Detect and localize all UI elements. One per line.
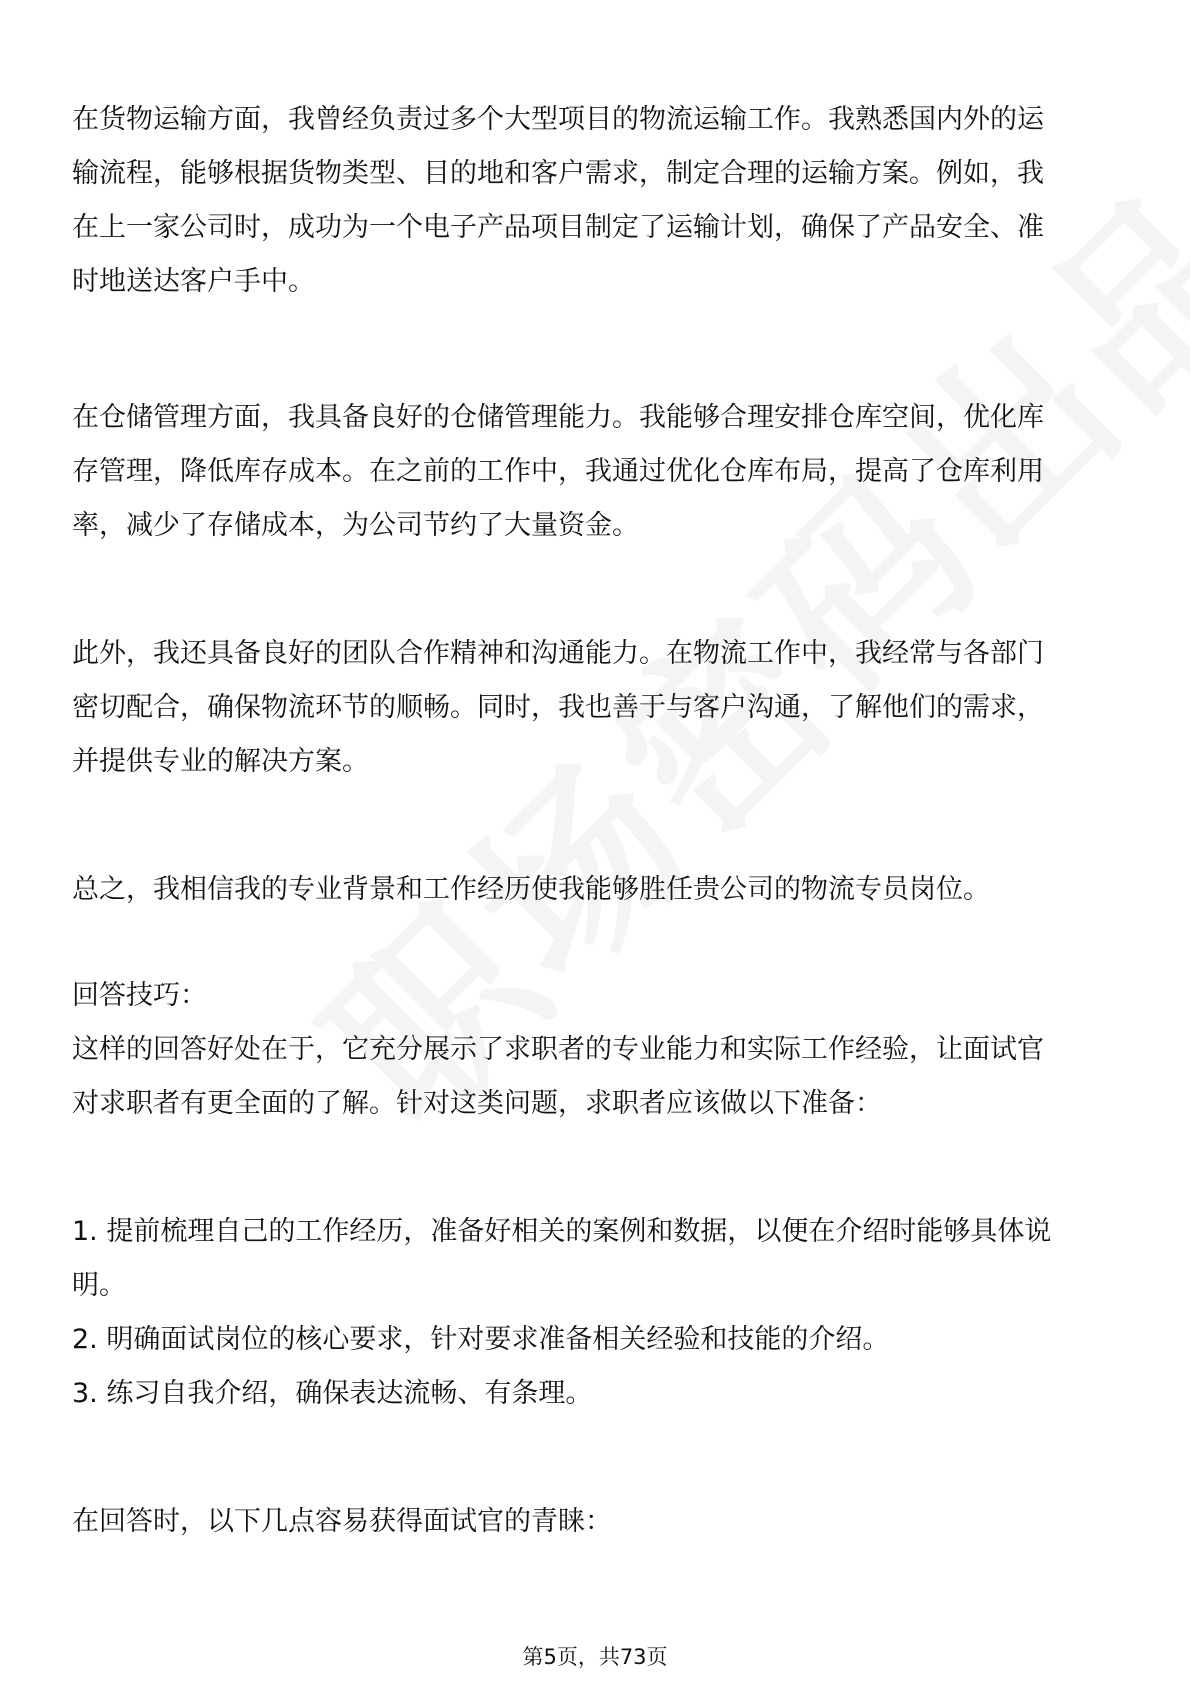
paragraph-line: 并提供专业的解决方案。	[72, 746, 369, 777]
paragraph-line: 输流程，能够根据货物类型、目的地和客户需求，制定合理的运输方案。例如，我	[72, 158, 1044, 189]
paragraph-line: 率，减少了存储成本，为公司节约了大量资金。	[72, 510, 639, 541]
paragraph-line: 在仓储管理方面，我具备良好的仓储管理能力。我能够合理安排仓库空间，优化库	[72, 402, 1044, 433]
paragraph-line: 存管理，降低库存成本。在之前的工作中，我通过优化仓库布局，提高了仓库利用	[72, 456, 1044, 487]
paragraph-line: 时地送达客户手中。	[72, 266, 315, 297]
paragraph-line: 此外，我还具备良好的团队合作精神和沟通能力。在物流工作中，我经常与各部门	[72, 638, 1044, 669]
tips-heading: 回答技巧：	[72, 980, 207, 1011]
paragraph-line: 对求职者有更全面的了解。针对这类问题，求职者应该做以下准备：	[72, 1088, 882, 1119]
paragraph-line: 总之，我相信我的专业背景和工作经历使我能够胜任贵公司的物流专员岗位。	[72, 874, 990, 905]
paragraph-line: 这样的回答好处在于，它充分展示了求职者的专业能力和实际工作经验，让面试官	[72, 1034, 1044, 1065]
paragraph-line: 在回答时，以下几点容易获得面试官的青睐：	[72, 1506, 612, 1537]
page-number: 第5页，共73页	[522, 1645, 668, 1669]
paragraph-line: 在上一家公司时，成功为一个电子产品项目制定了运输计划，确保了产品安全、准	[72, 212, 1044, 243]
paragraph-line: 在货物运输方面，我曾经负责过多个大型项目的物流运输工作。我熟悉国内外的运	[72, 104, 1044, 135]
paragraph-line: 密切配合，确保物流环节的顺畅。同时，我也善于与客户沟通，了解他们的需求，	[72, 692, 1044, 723]
list-item-continuation: 明。	[72, 1270, 126, 1301]
list-item: 1. 提前梳理自己的工作经历，准备好相关的案例和数据，以便在介绍时能够具体说	[72, 1216, 1052, 1247]
list-item: 3. 练习自我介绍，确保表达流畅、有条理。	[72, 1378, 593, 1409]
list-item: 2. 明确面试岗位的核心要求，针对要求准备相关经验和技能的介绍。	[72, 1324, 890, 1355]
